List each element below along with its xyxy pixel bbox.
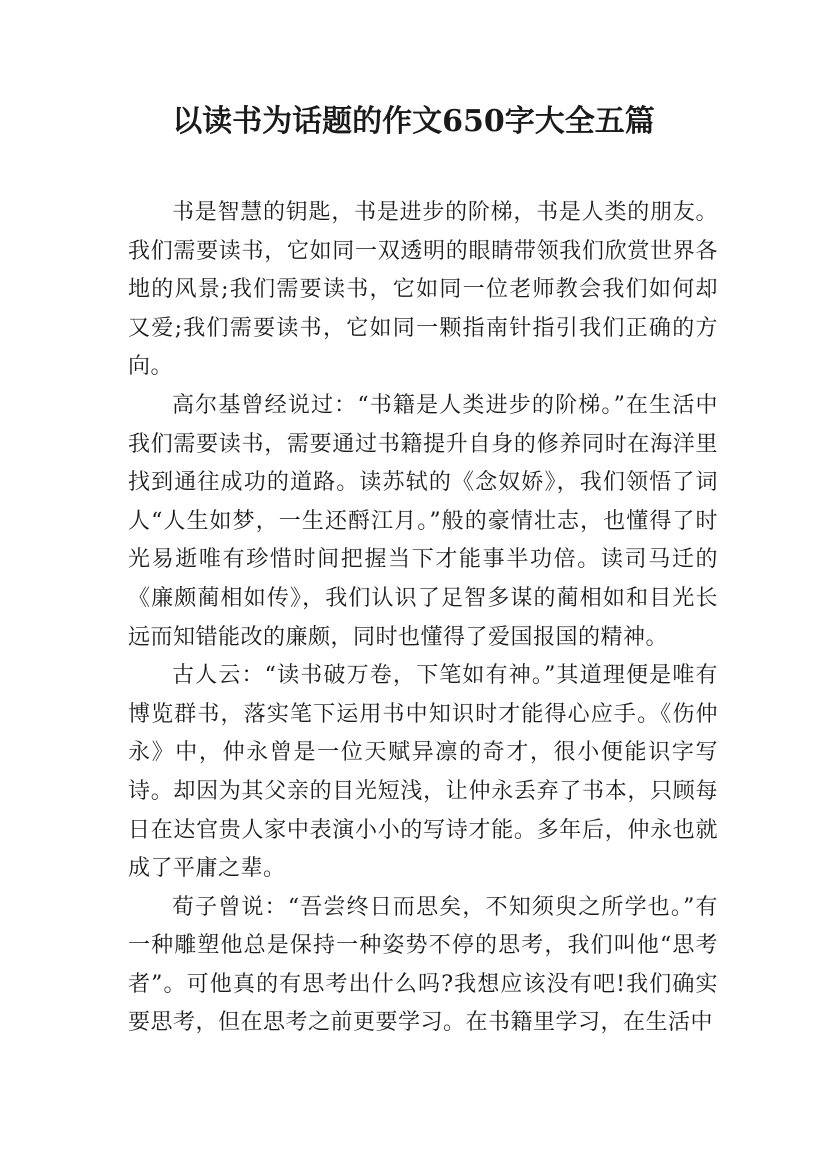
document-title: 以读书为话题的作文650字大全五篇 — [172, 104, 655, 139]
paragraph-1: 书是智慧的钥匙，书是进步的阶梯，书是人类的朋友。我们需要读书，它如同一双透明的眼睛带领我们欣赏世界各地的风景;我们需要读书，它如同一位老师教会我们如何却又爱;我们需要读书，它如同一颗指南针指引我们正确的方向。 — [128, 200, 718, 380]
document-body — [128, 194, 718, 1043]
paragraph-2: 高尔基曾经说过：“书籍是人类进步的阶梯。”在生活中我们需要读书，需要通过书籍提升自身的修养同时在海洋里找到通往成功的道路。读苏轼的《念奴娇》，我们领悟了词人“人生如梦，一生还酹江月。”般的豪情壮志，也懂得了时光易逝唯有珍惜时间把握当下才能事半功倍。读司马迁的《廉颇蔺相如传》，我们认识了足智多谋的蔺相如和目光长远而知错能改的廉颇，同时也懂得了爱国报国的精神。 — [128, 392, 718, 650]
paragraph-3: 古人云：“读书破万卷，下笔如有神。”其道理便是唯有博览群书，落实笔下运用书中知识时才能得心应手。《伤仲永》中，仲永曾是一位天赋异凛的奇才，很小便能识字写诗。却因为其父亲的目光短浅，让仲永丢弃了书本，只顾每日在达官贵人家中表演小小的写诗才能。多年后，仲永也就成了平庸之辈。 — [128, 663, 718, 882]
paragraph-4: 荀子曾说：“吾尝终日而思矣，不知须臾之所学也。”有一种雕塑他总是保持一种姿势不停的思考，我们叫他“思考者”。可他真的有思考出什么吗?我想应该没有吧!我们确实要思考，但在思考之前更要学习。在书籍里学习，在生活中 — [128, 894, 718, 1036]
